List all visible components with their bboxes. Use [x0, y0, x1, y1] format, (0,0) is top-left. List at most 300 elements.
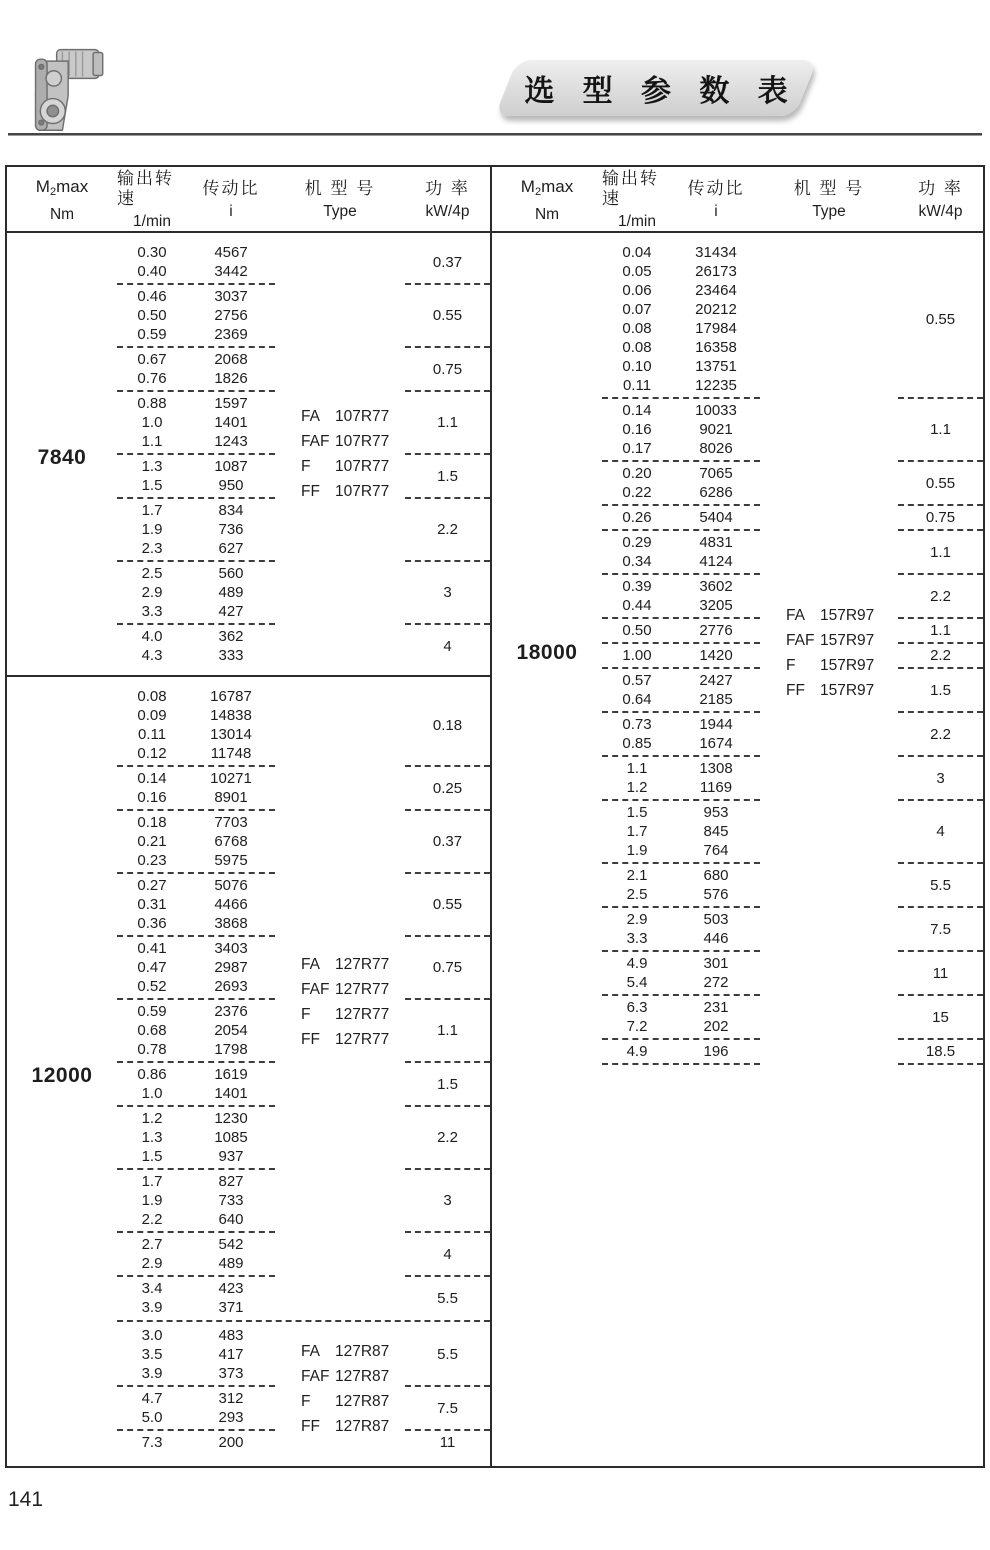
ratio-value: 31434 — [695, 244, 737, 261]
table-row — [602, 690, 760, 709]
speed-value: 1.7 — [141, 502, 163, 519]
power-value: 1.1 — [437, 1022, 458, 1039]
power-value: 3 — [936, 769, 945, 787]
type-code: F 107R77 — [301, 458, 390, 475]
ratio-value: 10271 — [210, 770, 252, 787]
power-cell — [405, 1433, 490, 1454]
ratio-group — [117, 811, 490, 874]
table-row — [602, 841, 760, 860]
ratio-value: 827 — [218, 1173, 244, 1190]
ratio-value: 293 — [218, 1409, 244, 1426]
ratio-value: 16787 — [210, 688, 252, 705]
header-col-ratio — [672, 167, 760, 231]
table-row — [117, 287, 275, 306]
ratio-group — [117, 1063, 490, 1107]
ratio-value: 446 — [703, 930, 729, 947]
ratio-value: 3602 — [699, 578, 733, 595]
power-value: 18.5 — [925, 1043, 956, 1060]
ratio-value: 423 — [218, 1280, 244, 1297]
power-value: 4 — [443, 1245, 452, 1263]
ratio-value: 1230 — [214, 1110, 248, 1127]
speed-value: 1.9 — [141, 1192, 163, 1209]
selection-parameter-table — [5, 165, 985, 1468]
speed-value: 0.23 — [137, 852, 167, 869]
speed-value: 0.22 — [622, 484, 652, 501]
power-cell — [898, 621, 983, 644]
table-right-half — [490, 167, 983, 1466]
speed-value: 0.16 — [622, 421, 652, 438]
ratio-group — [602, 713, 983, 757]
power-value: 0.75 — [432, 360, 463, 378]
table-row — [117, 602, 275, 621]
power-cell — [898, 533, 983, 575]
ratio-value: 13751 — [695, 358, 737, 375]
header-label: 功 率 — [425, 179, 470, 198]
ratio-group — [117, 625, 490, 667]
ratio-value: 373 — [218, 1365, 244, 1382]
header-unit: kW/4p — [425, 203, 470, 220]
speed-value: 0.52 — [137, 978, 167, 995]
power-value: 2.2 — [437, 521, 458, 538]
power-value: 0.37 — [432, 833, 463, 850]
ratio-group — [117, 1170, 490, 1233]
type-code: FA 157R97 — [786, 607, 875, 624]
ratio-value: 12235 — [695, 377, 737, 394]
ratio-group — [602, 531, 983, 575]
speed-value: 1.9 — [141, 521, 163, 538]
m2max-cell — [7, 685, 117, 1466]
speed-value: 0.18 — [137, 814, 167, 831]
ratio-value: 1674 — [699, 735, 733, 752]
table-row — [602, 577, 760, 596]
ratio-value: 231 — [703, 999, 729, 1016]
type-code: FAF 127R87 — [301, 1368, 390, 1385]
table-row — [602, 621, 760, 640]
ratio-value: 26173 — [695, 263, 737, 280]
ratio-value: 200 — [218, 1434, 244, 1451]
ratio-value: 1619 — [214, 1066, 248, 1083]
speed-value: 1.2 — [141, 1110, 163, 1127]
left-body — [7, 233, 490, 1466]
speed-value: 0.64 — [622, 691, 652, 708]
ratio-value: 4567 — [214, 244, 248, 261]
type-code: F 157R97 — [786, 657, 875, 674]
ratio-group — [602, 952, 983, 996]
power-cell — [405, 1002, 490, 1063]
speed-value: 0.36 — [137, 915, 167, 932]
ratio-value: 733 — [218, 1192, 244, 1209]
ratio-value: 560 — [218, 565, 244, 582]
speed-value: 0.16 — [137, 789, 167, 806]
type-subsection — [117, 685, 490, 1319]
speed-value: 2.9 — [626, 911, 648, 928]
header-label: 传动比 — [202, 179, 260, 198]
ratio-value: 764 — [703, 842, 729, 859]
power-cell — [405, 1389, 490, 1431]
speed-value: 0.47 — [137, 959, 167, 976]
power-value: 7.5 — [930, 920, 951, 938]
speed-value: 0.50 — [137, 307, 167, 324]
ratio-group — [602, 462, 983, 506]
speed-value: 4.3 — [141, 647, 163, 664]
power-cell — [898, 401, 983, 462]
type-code: FAF 157R97 — [786, 632, 875, 649]
gearmotor-image — [24, 40, 120, 136]
speed-value: 2.5 — [626, 886, 648, 903]
ratio-value: 8901 — [214, 789, 248, 806]
table-row — [117, 350, 275, 369]
table-row — [117, 1191, 275, 1210]
table-row — [117, 1002, 275, 1021]
ratio-group — [117, 348, 490, 392]
table-left-half — [7, 167, 490, 1466]
speed-value: 1.00 — [622, 647, 652, 664]
type-code: FA 127R87 — [301, 1343, 390, 1360]
page-title: 选 型 参 数 表 — [524, 75, 798, 108]
power-cell — [405, 939, 490, 1000]
power-value: 1.5 — [437, 467, 458, 485]
header-label: 功 率 — [918, 179, 963, 198]
table-row — [117, 262, 275, 281]
table-row — [117, 539, 275, 558]
power-cell — [898, 715, 983, 757]
speed-value: 2.5 — [141, 565, 163, 582]
power-cell — [898, 508, 983, 531]
header-unit: Nm — [534, 205, 560, 223]
table-row — [117, 1109, 275, 1128]
power-cell — [898, 243, 983, 399]
speed-value: 0.30 — [137, 244, 167, 261]
ratio-value: 5975 — [214, 852, 248, 869]
table-row — [117, 744, 275, 763]
power-cell — [405, 769, 490, 811]
table-row — [117, 1389, 275, 1408]
speed-value: 2.3 — [141, 540, 163, 557]
table-row — [117, 895, 275, 914]
power-cell — [898, 671, 983, 713]
table-row — [117, 914, 275, 933]
type-code: FAF 107R77 — [301, 433, 390, 450]
power-value: 1.5 — [437, 1075, 458, 1093]
ratio-value: 2185 — [699, 691, 733, 708]
table-row — [602, 401, 760, 420]
ratio-group — [602, 241, 983, 399]
speed-value: 0.29 — [622, 534, 652, 551]
type-subsection — [117, 241, 490, 667]
table-row — [117, 520, 275, 539]
ratio-value: 2068 — [214, 351, 248, 368]
table-row — [117, 325, 275, 344]
speed-value: 2.9 — [141, 1255, 163, 1272]
ratio-value: 9021 — [699, 421, 733, 438]
speed-value: 0.14 — [622, 402, 652, 419]
table-row — [602, 671, 760, 690]
header-col-power — [898, 167, 983, 231]
ratio-value: 301 — [703, 955, 729, 972]
ratio-value: 503 — [703, 911, 729, 928]
speed-value: 2.9 — [141, 584, 163, 601]
type-subsection — [117, 1324, 490, 1454]
power-value: 1.1 — [930, 622, 951, 639]
table-row — [602, 954, 760, 973]
ratio-value: 2756 — [214, 307, 248, 324]
speed-value: 0.50 — [622, 622, 652, 639]
ratio-group — [602, 399, 983, 462]
power-value: 1.1 — [930, 543, 951, 561]
ratio-value: 953 — [703, 804, 729, 821]
table-row — [117, 725, 275, 744]
table-row — [602, 552, 760, 571]
header-label: 机 型 号 — [304, 179, 376, 198]
speed-value: 7.3 — [141, 1434, 163, 1451]
table-row — [117, 476, 275, 495]
table-row — [117, 457, 275, 476]
ratio-group — [602, 1040, 983, 1065]
speed-value: 0.73 — [622, 716, 652, 733]
speed-value: 1.3 — [141, 458, 163, 475]
torque-section — [7, 677, 490, 1466]
ratio-value: 2427 — [699, 672, 733, 689]
table-row — [117, 1210, 275, 1229]
power-cell — [405, 564, 490, 625]
type-codes — [275, 952, 405, 1052]
ratio-value: 2376 — [214, 1003, 248, 1020]
speed-value: 0.34 — [622, 553, 652, 570]
power-cell — [898, 464, 983, 506]
table-row — [117, 832, 275, 851]
speed-value: 1.1 — [626, 760, 648, 777]
type-codes — [760, 603, 898, 703]
speed-value: 1.3 — [141, 1129, 163, 1146]
header-unit: Type — [812, 203, 846, 220]
ratio-value: 196 — [703, 1043, 729, 1060]
power-value: 0.55 — [432, 896, 463, 913]
speed-value: 1.1 — [141, 433, 163, 450]
ratio-value: 1243 — [214, 433, 248, 450]
speed-value: 0.59 — [137, 326, 167, 343]
table-row — [602, 715, 760, 734]
speed-value: 0.59 — [137, 1003, 167, 1020]
table-row — [117, 501, 275, 520]
ratio-value: 6286 — [699, 484, 733, 501]
power-cell — [405, 813, 490, 874]
title-banner — [506, 60, 806, 116]
power-cell — [405, 687, 490, 767]
speed-value: 0.12 — [137, 745, 167, 762]
speed-value: 0.11 — [622, 377, 652, 394]
power-value: 4 — [936, 823, 945, 840]
power-cell — [405, 350, 490, 392]
ratio-group — [117, 685, 490, 767]
table-row — [602, 759, 760, 778]
power-value: 0.75 — [925, 509, 956, 526]
table-row — [117, 1433, 275, 1452]
ratio-value: 950 — [218, 477, 244, 494]
power-cell — [405, 1109, 490, 1170]
header-unit: Type — [323, 203, 357, 220]
speed-value: 0.11 — [137, 726, 167, 743]
speed-value: 0.08 — [622, 339, 652, 356]
header-col-speed — [602, 167, 672, 231]
table-row — [602, 1042, 760, 1061]
type-code: FAF 127R77 — [301, 981, 390, 998]
ratio-value: 8026 — [699, 440, 733, 457]
table-row — [117, 813, 275, 832]
header-unit: i — [714, 203, 718, 220]
table-row — [602, 420, 760, 439]
table-row — [602, 338, 760, 357]
type-codes — [275, 1339, 405, 1439]
header-unit: 1/min — [133, 213, 171, 230]
speed-value: 0.07 — [622, 301, 652, 318]
table-row — [602, 910, 760, 929]
ratio-value: 202 — [703, 1018, 729, 1035]
speed-value: 0.88 — [137, 395, 167, 412]
speed-value: 4.9 — [626, 1043, 648, 1060]
header-unit: i — [229, 203, 233, 220]
ratio-value: 4831 — [699, 534, 733, 551]
table-row — [117, 1065, 275, 1084]
header-unit: 1/min — [618, 213, 656, 230]
table-row — [117, 1235, 275, 1254]
power-cell — [405, 243, 490, 285]
speed-value: 4.9 — [626, 955, 648, 972]
power-cell — [898, 998, 983, 1040]
ratio-value: 3403 — [214, 940, 248, 957]
speed-value: 5.0 — [141, 1409, 163, 1426]
ratio-value: 1597 — [214, 395, 248, 412]
table-row — [117, 1147, 275, 1166]
ratio-value: 23464 — [695, 282, 737, 299]
ratio-value: 10033 — [695, 402, 737, 419]
ratio-value: 2054 — [214, 1022, 248, 1039]
ratio-value: 2776 — [699, 622, 733, 639]
ratio-value: 1169 — [699, 779, 733, 796]
power-value: 0.55 — [925, 310, 956, 328]
header-col-type — [275, 167, 405, 231]
ratio-value: 1420 — [699, 647, 733, 664]
table-row — [117, 958, 275, 977]
header-label: 输出转速 — [602, 169, 659, 208]
table-row — [117, 369, 275, 388]
speed-value: 0.39 — [622, 578, 652, 595]
table-row — [117, 706, 275, 725]
ratio-value: 3037 — [214, 288, 248, 305]
power-cell — [405, 627, 490, 667]
type-code: FF 107R77 — [301, 483, 390, 500]
ratio-value: 312 — [218, 1390, 244, 1407]
speed-value: 1.5 — [141, 477, 163, 494]
table-row — [117, 788, 275, 807]
ratio-value: 3868 — [214, 915, 248, 932]
ratio-value: 371 — [218, 1299, 244, 1316]
table-row — [117, 687, 275, 706]
ratio-group — [602, 996, 983, 1040]
header-label: M2max — [35, 176, 89, 198]
speed-value: 0.09 — [137, 707, 167, 724]
power-value: 1.1 — [437, 414, 458, 431]
ratio-value: 20212 — [695, 301, 737, 318]
table-row — [602, 866, 760, 885]
speed-value: 0.44 — [622, 597, 652, 614]
power-value: 0.25 — [432, 779, 463, 797]
speed-value: 0.40 — [137, 263, 167, 280]
type-code: F 127R77 — [301, 1006, 390, 1023]
ratio-group — [117, 285, 490, 348]
ratio-value: 5404 — [699, 509, 733, 526]
type-code: FF 157R97 — [786, 682, 875, 699]
table-row — [602, 596, 760, 615]
m2max-cell — [492, 241, 602, 1065]
torque-section — [492, 233, 983, 1065]
page-number: 141 — [8, 1488, 44, 1511]
right-body — [492, 233, 983, 1466]
speed-value: 2.7 — [141, 1236, 163, 1253]
ratio-value: 845 — [703, 823, 729, 840]
speed-value: 0.46 — [137, 288, 167, 305]
speed-value: 0.17 — [622, 440, 652, 457]
speed-value: 0.31 — [137, 896, 167, 913]
ratio-group — [602, 864, 983, 908]
power-value: 11 — [932, 964, 949, 982]
table-row — [117, 1345, 275, 1364]
speed-value: 2.1 — [626, 867, 648, 884]
table-row — [117, 1254, 275, 1273]
ratio-value: 1401 — [214, 1085, 248, 1102]
power-value: 15 — [932, 1008, 949, 1026]
speed-value: 1.5 — [626, 804, 648, 821]
ratio-value: 2987 — [214, 959, 248, 976]
speed-value: 0.85 — [622, 735, 652, 752]
power-cell — [405, 1235, 490, 1277]
ratio-value: 627 — [218, 540, 244, 557]
speed-value: 3.3 — [626, 930, 648, 947]
speed-value: 2.2 — [141, 1211, 163, 1228]
ratio-group — [117, 241, 490, 285]
ratio-group — [117, 1233, 490, 1277]
ratio-value: 3442 — [214, 263, 248, 280]
ratio-group — [602, 801, 983, 864]
power-cell — [898, 759, 983, 801]
table-row — [602, 822, 760, 841]
table-row — [602, 973, 760, 992]
ratio-value: 333 — [218, 647, 244, 664]
power-value: 2.2 — [437, 1129, 458, 1146]
power-cell — [898, 910, 983, 952]
power-value: 1.5 — [930, 681, 951, 699]
power-value: 3 — [443, 584, 452, 601]
ratio-group — [117, 1277, 490, 1319]
ratio-value: 2693 — [214, 978, 248, 995]
power-value: 11 — [439, 1434, 456, 1451]
power-cell — [405, 501, 490, 562]
ratio-value: 7703 — [214, 814, 248, 831]
ratio-value: 427 — [218, 603, 244, 620]
ratio-value: 736 — [218, 521, 244, 538]
ratio-group — [117, 1107, 490, 1170]
speed-value: 0.20 — [622, 465, 652, 482]
speed-value: 1.7 — [141, 1173, 163, 1190]
speed-value: 0.67 — [137, 351, 167, 368]
speed-value: 1.0 — [141, 1085, 163, 1102]
power-value: 2.2 — [930, 647, 951, 664]
table-row — [117, 306, 275, 325]
table-row — [117, 243, 275, 262]
table-row — [602, 1017, 760, 1036]
ratio-group — [117, 562, 490, 625]
type-subsection — [602, 241, 983, 1065]
table-row — [117, 1279, 275, 1298]
